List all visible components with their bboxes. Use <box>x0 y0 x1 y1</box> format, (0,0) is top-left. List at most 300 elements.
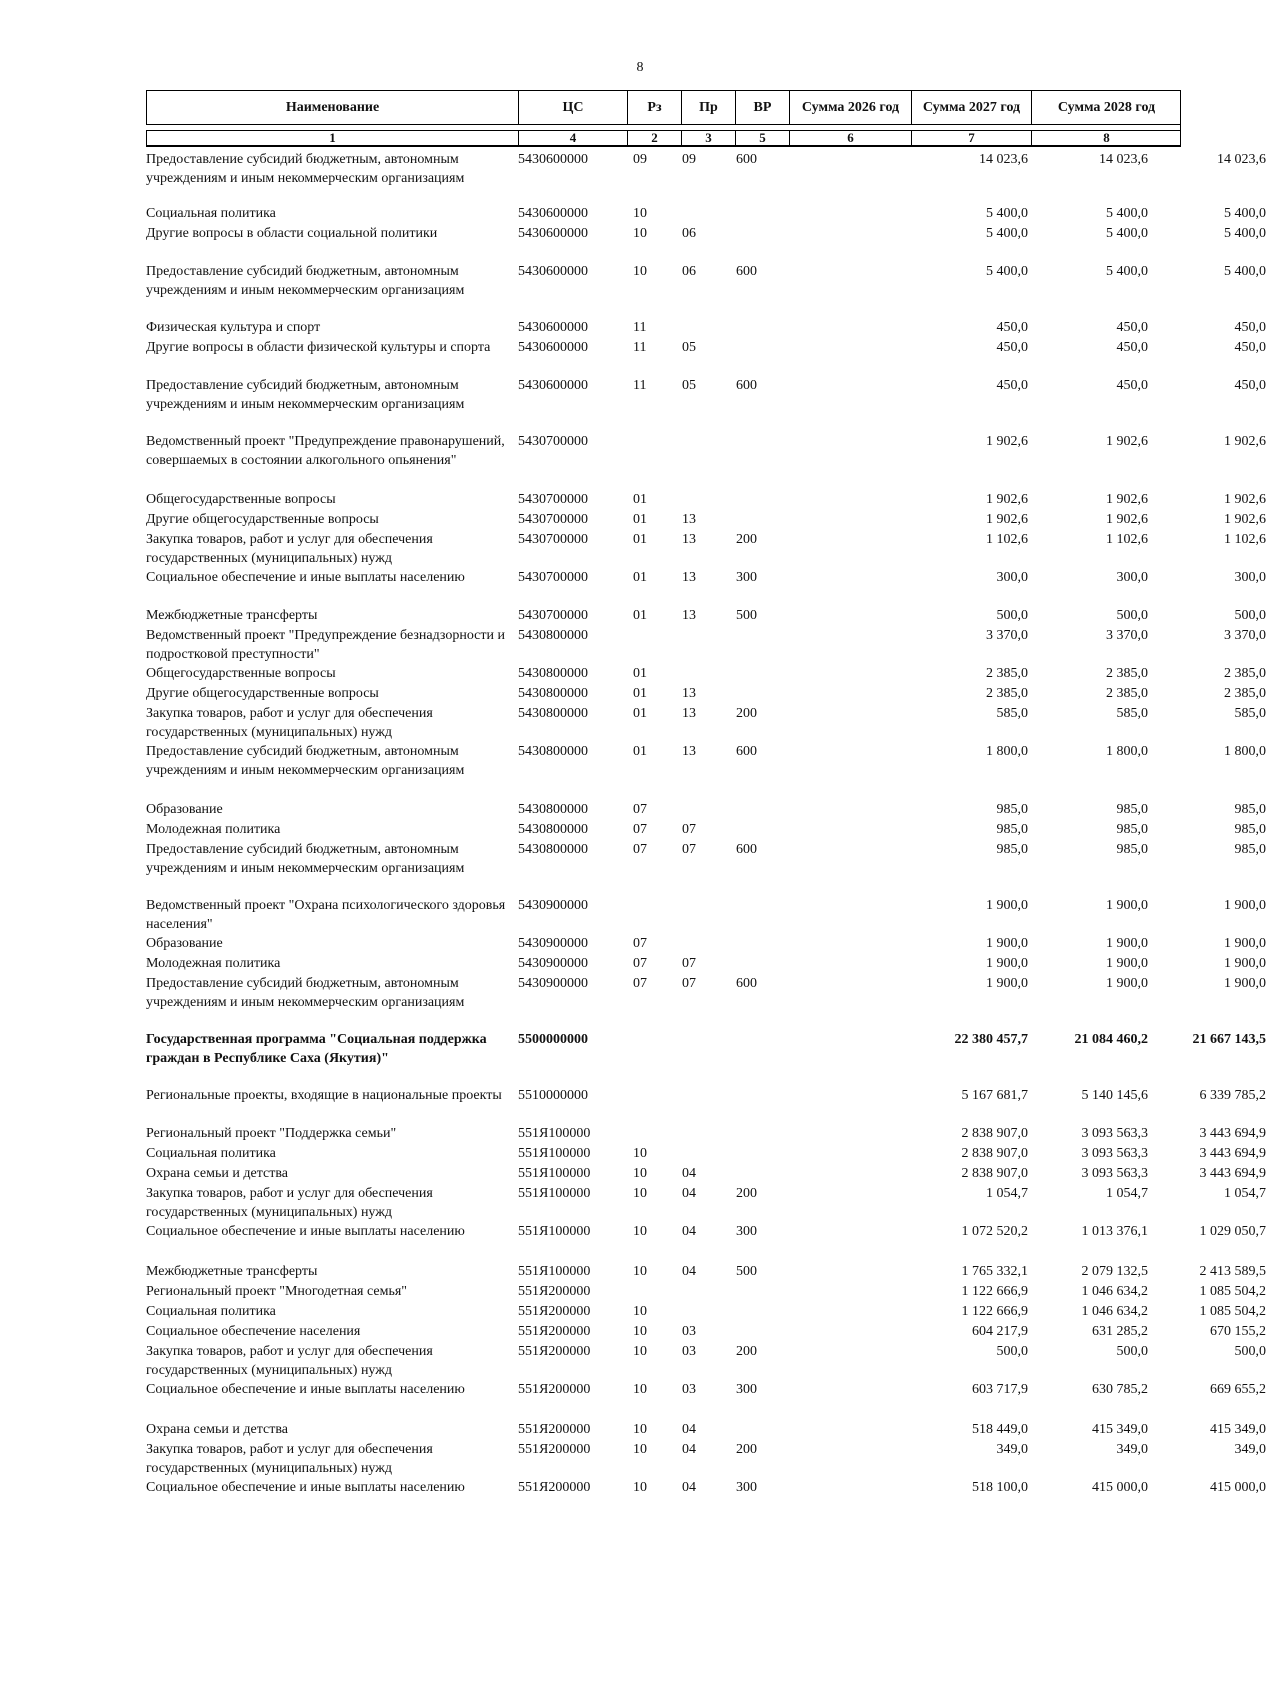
row-sum-2028: 500,0 <box>1234 1344 1266 1359</box>
row-cs: 551Я100000 <box>518 1126 591 1141</box>
row-pr: 04 <box>682 1422 696 1437</box>
row-name: Другие вопросы в области физической культуры и спорта <box>146 340 491 355</box>
row-sum-2028: 450,0 <box>1234 378 1266 393</box>
row-pr: 13 <box>682 532 696 547</box>
table-row <box>146 204 1266 223</box>
table-row <box>146 974 1266 1012</box>
row-sum-2026: 500,0 <box>996 1344 1028 1359</box>
row-name: Ведомственный проект "Предупреждение безнадзорности и подростковой преступности" <box>146 628 506 662</box>
row-sum-2027: 985,0 <box>1116 822 1148 837</box>
row-sum-2028: 450,0 <box>1234 340 1266 355</box>
row-rz: 10 <box>633 1166 647 1181</box>
index-1: 1 <box>146 130 518 147</box>
row-pr: 13 <box>682 744 696 759</box>
row-cs: 5430700000 <box>518 512 588 527</box>
row-sum-2026: 450,0 <box>996 340 1028 355</box>
row-sum-2027: 985,0 <box>1116 842 1148 857</box>
row-name: Межбюджетные трансферты <box>146 608 318 623</box>
row-sum-2027: 1 900,0 <box>1106 976 1148 991</box>
row-sum-2027: 1 046 634,2 <box>1081 1304 1148 1319</box>
row-name: Социальная политика <box>146 1304 276 1319</box>
row-pr: 13 <box>682 570 696 585</box>
row-sum-2027: 3 093 563,3 <box>1081 1166 1148 1181</box>
row-cs: 551Я100000 <box>518 1186 591 1201</box>
row-cs: 5430800000 <box>518 842 588 857</box>
row-rz: 11 <box>633 378 647 393</box>
row-cs: 5430700000 <box>518 570 588 585</box>
row-sum-2028: 1 085 504,2 <box>1199 1284 1266 1299</box>
row-cs: 5430800000 <box>518 666 588 681</box>
table-row <box>146 338 1266 357</box>
row-pr: 04 <box>682 1186 696 1201</box>
row-pr: 13 <box>682 608 696 623</box>
row-cs: 551Я200000 <box>518 1480 591 1495</box>
row-pr: 13 <box>682 706 696 721</box>
row-rz: 11 <box>633 340 647 355</box>
index-6: 6 <box>789 130 911 147</box>
row-pr: 07 <box>682 822 696 837</box>
row-sum-2026: 5 400,0 <box>986 226 1028 241</box>
row-sum-2027: 415 349,0 <box>1092 1422 1148 1437</box>
row-cs: 5510000000 <box>518 1088 588 1103</box>
row-sum-2028: 349,0 <box>1234 1442 1266 1457</box>
row-sum-2026: 5 167 681,7 <box>961 1088 1028 1103</box>
row-sum-2026: 2 838 907,0 <box>961 1146 1028 1161</box>
table-row <box>146 1222 1266 1241</box>
row-cs: 5430900000 <box>518 976 588 991</box>
table-row <box>146 432 1266 470</box>
row-cs: 5430700000 <box>518 532 588 547</box>
row-sum-2026: 450,0 <box>996 378 1028 393</box>
row-pr: 03 <box>682 1344 696 1359</box>
row-sum-2026: 1 800,0 <box>986 744 1028 759</box>
row-sum-2026: 1 902,6 <box>986 434 1028 449</box>
row-pr: 03 <box>682 1324 696 1339</box>
row-pr: 07 <box>682 956 696 971</box>
row-rz: 10 <box>633 1146 647 1161</box>
row-sum-2027: 985,0 <box>1116 802 1148 817</box>
row-vr: 200 <box>736 1442 757 1457</box>
row-name: Другие общегосударственные вопросы <box>146 512 379 527</box>
row-vr: 200 <box>736 1186 757 1201</box>
row-cs: 551Я100000 <box>518 1146 591 1161</box>
row-sum-2026: 5 400,0 <box>986 264 1028 279</box>
row-rz: 01 <box>633 492 647 507</box>
row-sum-2027: 300,0 <box>1116 570 1148 585</box>
row-cs: 5430700000 <box>518 434 588 449</box>
row-sum-2028: 5 400,0 <box>1224 226 1266 241</box>
row-sum-2027: 1 900,0 <box>1106 898 1148 913</box>
row-sum-2028: 985,0 <box>1234 822 1266 837</box>
row-sum-2028: 1 054,7 <box>1224 1186 1266 1201</box>
row-sum-2026: 518 449,0 <box>972 1422 1028 1437</box>
row-sum-2026: 604 217,9 <box>972 1324 1028 1339</box>
row-cs: 551Я200000 <box>518 1324 591 1339</box>
row-cs: 551Я100000 <box>518 1166 591 1181</box>
row-sum-2027: 3 370,0 <box>1106 628 1148 643</box>
row-name: Предоставление субсидий бюджетным, автономным учреждениям и иным некоммерческим организациям <box>146 976 465 1010</box>
row-vr: 600 <box>736 842 757 857</box>
row-sum-2028: 14 023,6 <box>1217 152 1266 167</box>
table-row <box>146 1342 1266 1380</box>
row-pr: 04 <box>682 1264 696 1279</box>
row-rz: 10 <box>633 1304 647 1319</box>
row-name: Предоставление субсидий бюджетным, автономным учреждениям и иным некоммерческим организациям <box>146 152 465 186</box>
row-pr: 05 <box>682 340 696 355</box>
row-sum-2027: 5 400,0 <box>1106 226 1148 241</box>
table-row <box>146 1322 1266 1341</box>
row-rz: 07 <box>633 976 647 991</box>
row-sum-2027: 1 902,6 <box>1106 512 1148 527</box>
row-cs: 551Я200000 <box>518 1304 591 1319</box>
row-vr: 300 <box>736 1382 757 1397</box>
row-name: Ведомственный проект "Охрана психологического здоровья населения" <box>146 898 506 932</box>
table-row <box>146 530 1266 568</box>
row-rz: 10 <box>633 1264 647 1279</box>
row-rz: 01 <box>633 512 647 527</box>
row-pr: 03 <box>682 1382 696 1397</box>
row-vr: 600 <box>736 264 757 279</box>
row-name: Региональный проект "Многодетная семья" <box>146 1284 407 1299</box>
row-vr: 300 <box>736 570 757 585</box>
row-sum-2028: 669 655,2 <box>1210 1382 1266 1397</box>
row-name: Предоставление субсидий бюджетным, автономным учреждениям и иным некоммерческим организациям <box>146 744 465 778</box>
row-rz: 10 <box>633 1442 647 1457</box>
table-row <box>146 1380 1266 1399</box>
row-cs: 551Я100000 <box>518 1224 591 1239</box>
row-rz: 07 <box>633 822 647 837</box>
row-sum-2026: 518 100,0 <box>972 1480 1028 1495</box>
table-row <box>146 1420 1266 1439</box>
row-sum-2028: 1 085 504,2 <box>1199 1304 1266 1319</box>
table-row <box>146 318 1266 337</box>
row-pr: 06 <box>682 226 696 241</box>
row-vr: 500 <box>736 608 757 623</box>
row-name: Государственная программа "Социальная поддержка граждан в Республике Саха (Якутия)" <box>146 1032 487 1066</box>
table-row <box>146 490 1266 509</box>
row-sum-2028: 985,0 <box>1234 842 1266 857</box>
row-name: Региональные проекты, входящие в национальные проекты <box>146 1088 502 1103</box>
index-8: 8 <box>1031 130 1181 147</box>
table-row <box>146 954 1266 973</box>
row-sum-2026: 300,0 <box>996 570 1028 585</box>
row-name: Закупка товаров, работ и услуг для обеспечения государственных (муниципальных) нужд <box>146 532 433 566</box>
row-sum-2028: 1 902,6 <box>1224 492 1266 507</box>
row-sum-2027: 585,0 <box>1116 706 1148 721</box>
row-sum-2027: 450,0 <box>1116 320 1148 335</box>
table-row <box>146 820 1266 839</box>
row-name: Закупка товаров, работ и услуг для обеспечения государственных (муниципальных) нужд <box>146 1442 433 1476</box>
row-sum-2027: 5 400,0 <box>1106 206 1148 221</box>
row-sum-2026: 1 054,7 <box>986 1186 1028 1201</box>
row-sum-2026: 3 370,0 <box>986 628 1028 643</box>
row-cs: 5430800000 <box>518 802 588 817</box>
row-rz: 10 <box>633 1324 647 1339</box>
row-name: Социальное обеспечение и иные выплаты населению <box>146 570 465 585</box>
row-rz: 10 <box>633 1224 647 1239</box>
row-sum-2026: 585,0 <box>996 706 1028 721</box>
row-sum-2028: 3 443 694,9 <box>1199 1166 1266 1181</box>
row-sum-2027: 5 140 145,6 <box>1081 1088 1148 1103</box>
row-sum-2027: 500,0 <box>1116 608 1148 623</box>
row-sum-2027: 630 785,2 <box>1092 1382 1148 1397</box>
row-cs: 5430600000 <box>518 206 588 221</box>
row-sum-2028: 1 102,6 <box>1224 532 1266 547</box>
row-rz: 10 <box>633 226 647 241</box>
row-cs: 5430800000 <box>518 686 588 701</box>
row-sum-2027: 415 000,0 <box>1092 1480 1148 1495</box>
row-sum-2026: 5 400,0 <box>986 206 1028 221</box>
row-sum-2027: 450,0 <box>1116 340 1148 355</box>
row-cs: 5430800000 <box>518 706 588 721</box>
row-pr: 13 <box>682 512 696 527</box>
row-name: Социальное обеспечение и иные выплаты населению <box>146 1382 465 1397</box>
row-sum-2027: 2 385,0 <box>1106 666 1148 681</box>
row-cs: 5430700000 <box>518 608 588 623</box>
row-name: Социальная политика <box>146 1146 276 1161</box>
table-row <box>146 704 1266 742</box>
row-sum-2026: 2 838 907,0 <box>961 1126 1028 1141</box>
row-rz: 07 <box>633 842 647 857</box>
row-name: Охрана семьи и детства <box>146 1422 288 1437</box>
row-rz: 10 <box>633 206 647 221</box>
row-rz: 01 <box>633 686 647 701</box>
row-sum-2026: 500,0 <box>996 608 1028 623</box>
row-sum-2027: 349,0 <box>1116 1442 1148 1457</box>
row-rz: 10 <box>633 264 647 279</box>
row-vr: 300 <box>736 1224 757 1239</box>
table-row <box>146 742 1266 780</box>
row-sum-2028: 5 400,0 <box>1224 206 1266 221</box>
row-sum-2028: 1 800,0 <box>1224 744 1266 759</box>
row-name: Общегосударственные вопросы <box>146 666 336 681</box>
row-cs: 551Я200000 <box>518 1284 591 1299</box>
row-sum-2027: 1 046 634,2 <box>1081 1284 1148 1299</box>
row-name: Региональный проект "Поддержка семьи" <box>146 1126 397 1141</box>
table-row <box>146 568 1266 587</box>
row-sum-2027: 2 385,0 <box>1106 686 1148 701</box>
row-sum-2028: 415 349,0 <box>1210 1422 1266 1437</box>
row-name: Образование <box>146 802 223 817</box>
row-sum-2028: 2 385,0 <box>1224 686 1266 701</box>
row-vr: 500 <box>736 1264 757 1279</box>
row-vr: 300 <box>736 1480 757 1495</box>
row-pr: 07 <box>682 976 696 991</box>
row-rz: 01 <box>633 706 647 721</box>
table-row <box>146 1302 1266 1321</box>
row-name: Социальная политика <box>146 206 276 221</box>
table-row <box>146 934 1266 953</box>
row-pr: 04 <box>682 1224 696 1239</box>
index-5: 5 <box>735 130 789 147</box>
header-sum-2027: Сумма 2027 год <box>911 90 1031 124</box>
row-sum-2026: 14 023,6 <box>979 152 1028 167</box>
row-sum-2026: 2 838 907,0 <box>961 1166 1028 1181</box>
row-sum-2026: 1 122 666,9 <box>961 1304 1028 1319</box>
row-sum-2027: 1 013 376,1 <box>1081 1224 1148 1239</box>
row-name: Социальное обеспечение и иные выплаты населению <box>146 1480 465 1495</box>
row-pr: 04 <box>682 1166 696 1181</box>
row-cs: 551Я200000 <box>518 1382 591 1397</box>
row-name: Физическая культура и спорт <box>146 320 321 335</box>
index-4: 4 <box>518 130 627 147</box>
row-vr: 600 <box>736 744 757 759</box>
header-rz: Рз <box>627 90 681 124</box>
row-vr: 200 <box>736 1344 757 1359</box>
table-header <box>146 90 1181 147</box>
row-cs: 5430900000 <box>518 936 588 951</box>
table-row <box>146 1184 1266 1222</box>
row-sum-2027: 1 902,6 <box>1106 434 1148 449</box>
row-sum-2026: 2 385,0 <box>986 686 1028 701</box>
row-cs: 5430900000 <box>518 898 588 913</box>
row-pr: 09 <box>682 152 696 167</box>
header-sum-2028: Сумма 2028 год <box>1031 90 1181 124</box>
header-sum-2026: Сумма 2026 год <box>789 90 911 124</box>
row-sum-2026: 1 900,0 <box>986 898 1028 913</box>
row-cs: 5430600000 <box>518 152 588 167</box>
header-name: Наименование <box>146 90 518 124</box>
table-row <box>146 224 1266 243</box>
row-sum-2028: 300,0 <box>1234 570 1266 585</box>
row-name: Другие вопросы в области социальной политики <box>146 226 438 241</box>
row-sum-2028: 1 900,0 <box>1224 898 1266 913</box>
row-rz: 07 <box>633 936 647 951</box>
row-vr: 600 <box>736 152 757 167</box>
row-rz: 09 <box>633 152 647 167</box>
table-row <box>146 1440 1266 1478</box>
row-name: Закупка товаров, работ и услуг для обеспечения государственных (муниципальных) нужд <box>146 1186 433 1220</box>
row-name: Межбюджетные трансферты <box>146 1264 318 1279</box>
row-vr: 600 <box>736 378 757 393</box>
table-row <box>146 840 1266 878</box>
row-sum-2026: 1 072 520,2 <box>961 1224 1028 1239</box>
row-name: Социальное обеспечение и иные выплаты населению <box>146 1224 465 1239</box>
row-name: Социальное обеспечение населения <box>146 1324 361 1339</box>
table-row <box>146 1262 1266 1281</box>
row-cs: 5430600000 <box>518 320 588 335</box>
row-rz: 07 <box>633 956 647 971</box>
table-row <box>146 1282 1266 1301</box>
row-pr: 04 <box>682 1442 696 1457</box>
table-row <box>146 684 1266 703</box>
row-cs: 5430800000 <box>518 744 588 759</box>
row-sum-2026: 985,0 <box>996 802 1028 817</box>
header-pr: Пр <box>681 90 735 124</box>
row-pr: 13 <box>682 686 696 701</box>
page-number: 8 <box>636 60 644 75</box>
row-rz: 10 <box>633 1186 647 1201</box>
row-name: Предоставление субсидий бюджетным, автономным учреждениям и иным некоммерческим организациям <box>146 842 465 876</box>
table-row <box>146 896 1266 934</box>
table-row <box>146 510 1266 529</box>
row-sum-2028: 1 902,6 <box>1224 434 1266 449</box>
row-sum-2027: 1 900,0 <box>1106 936 1148 951</box>
row-rz: 10 <box>633 1382 647 1397</box>
header-vr: ВР <box>735 90 789 124</box>
row-name: Предоставление субсидий бюджетным, автономным учреждениям и иным некоммерческим организациям <box>146 264 465 298</box>
row-cs: 5430900000 <box>518 956 588 971</box>
row-cs: 5500000000 <box>518 1032 588 1047</box>
row-vr: 200 <box>736 532 757 547</box>
row-sum-2026: 603 717,9 <box>972 1382 1028 1397</box>
row-cs: 551Я200000 <box>518 1442 591 1457</box>
row-vr: 200 <box>736 706 757 721</box>
row-cs: 551Я100000 <box>518 1264 591 1279</box>
row-name: Закупка товаров, работ и услуг для обеспечения государственных (муниципальных) нужд <box>146 1344 433 1378</box>
row-cs: 551Я200000 <box>518 1344 591 1359</box>
table-row <box>146 1086 1266 1105</box>
row-sum-2028: 1 900,0 <box>1224 956 1266 971</box>
row-sum-2027: 5 400,0 <box>1106 264 1148 279</box>
row-sum-2027: 500,0 <box>1116 1344 1148 1359</box>
row-sum-2027: 3 093 563,3 <box>1081 1146 1148 1161</box>
row-sum-2028: 415 000,0 <box>1210 1480 1266 1495</box>
index-3: 3 <box>681 130 735 147</box>
row-sum-2028: 2 413 589,5 <box>1199 1264 1266 1279</box>
table-row <box>146 1030 1266 1068</box>
row-sum-2028: 1 902,6 <box>1224 512 1266 527</box>
row-sum-2027: 631 285,2 <box>1092 1324 1148 1339</box>
row-rz: 01 <box>633 570 647 585</box>
table-row <box>146 626 1266 664</box>
row-name: Другие общегосударственные вопросы <box>146 686 379 701</box>
index-2: 2 <box>627 130 681 147</box>
row-name: Предоставление субсидий бюджетным, автономным учреждениям и иным некоммерческим организациям <box>146 378 465 412</box>
row-rz: 01 <box>633 666 647 681</box>
row-sum-2028: 3 370,0 <box>1224 628 1266 643</box>
row-name: Охрана семьи и детства <box>146 1166 288 1181</box>
table-row <box>146 664 1266 683</box>
row-rz: 10 <box>633 1422 647 1437</box>
row-sum-2028: 3 443 694,9 <box>1199 1146 1266 1161</box>
row-pr: 06 <box>682 264 696 279</box>
row-rz: 11 <box>633 320 647 335</box>
row-sum-2028: 450,0 <box>1234 320 1266 335</box>
table-row <box>146 1164 1266 1183</box>
row-sum-2026: 22 380 457,7 <box>954 1032 1028 1047</box>
row-sum-2026: 1 900,0 <box>986 936 1028 951</box>
row-sum-2026: 1 902,6 <box>986 492 1028 507</box>
table-row <box>146 800 1266 819</box>
row-sum-2027: 1 800,0 <box>1106 744 1148 759</box>
table-row <box>146 1124 1266 1143</box>
table-row <box>146 1478 1266 1497</box>
row-name: Закупка товаров, работ и услуг для обеспечения государственных (муниципальных) нужд <box>146 706 433 740</box>
row-sum-2028: 500,0 <box>1234 608 1266 623</box>
table-row <box>146 606 1266 625</box>
row-rz: 07 <box>633 802 647 817</box>
row-sum-2027: 3 093 563,3 <box>1081 1126 1148 1141</box>
table-row <box>146 150 1266 188</box>
row-sum-2026: 349,0 <box>996 1442 1028 1457</box>
row-rz: 10 <box>633 1480 647 1495</box>
row-sum-2027: 14 023,6 <box>1099 152 1148 167</box>
table-row <box>146 376 1266 414</box>
row-sum-2026: 1 122 666,9 <box>961 1284 1028 1299</box>
row-pr: 07 <box>682 842 696 857</box>
row-rz: 01 <box>633 608 647 623</box>
row-cs: 5430600000 <box>518 378 588 393</box>
row-sum-2027: 1 054,7 <box>1106 1186 1148 1201</box>
row-name: Образование <box>146 936 223 951</box>
row-sum-2026: 1 902,6 <box>986 512 1028 527</box>
row-name: Общегосударственные вопросы <box>146 492 336 507</box>
table-row <box>146 1144 1266 1163</box>
row-sum-2027: 1 900,0 <box>1106 956 1148 971</box>
row-sum-2027: 1 902,6 <box>1106 492 1148 507</box>
row-sum-2028: 6 339 785,2 <box>1199 1088 1266 1103</box>
